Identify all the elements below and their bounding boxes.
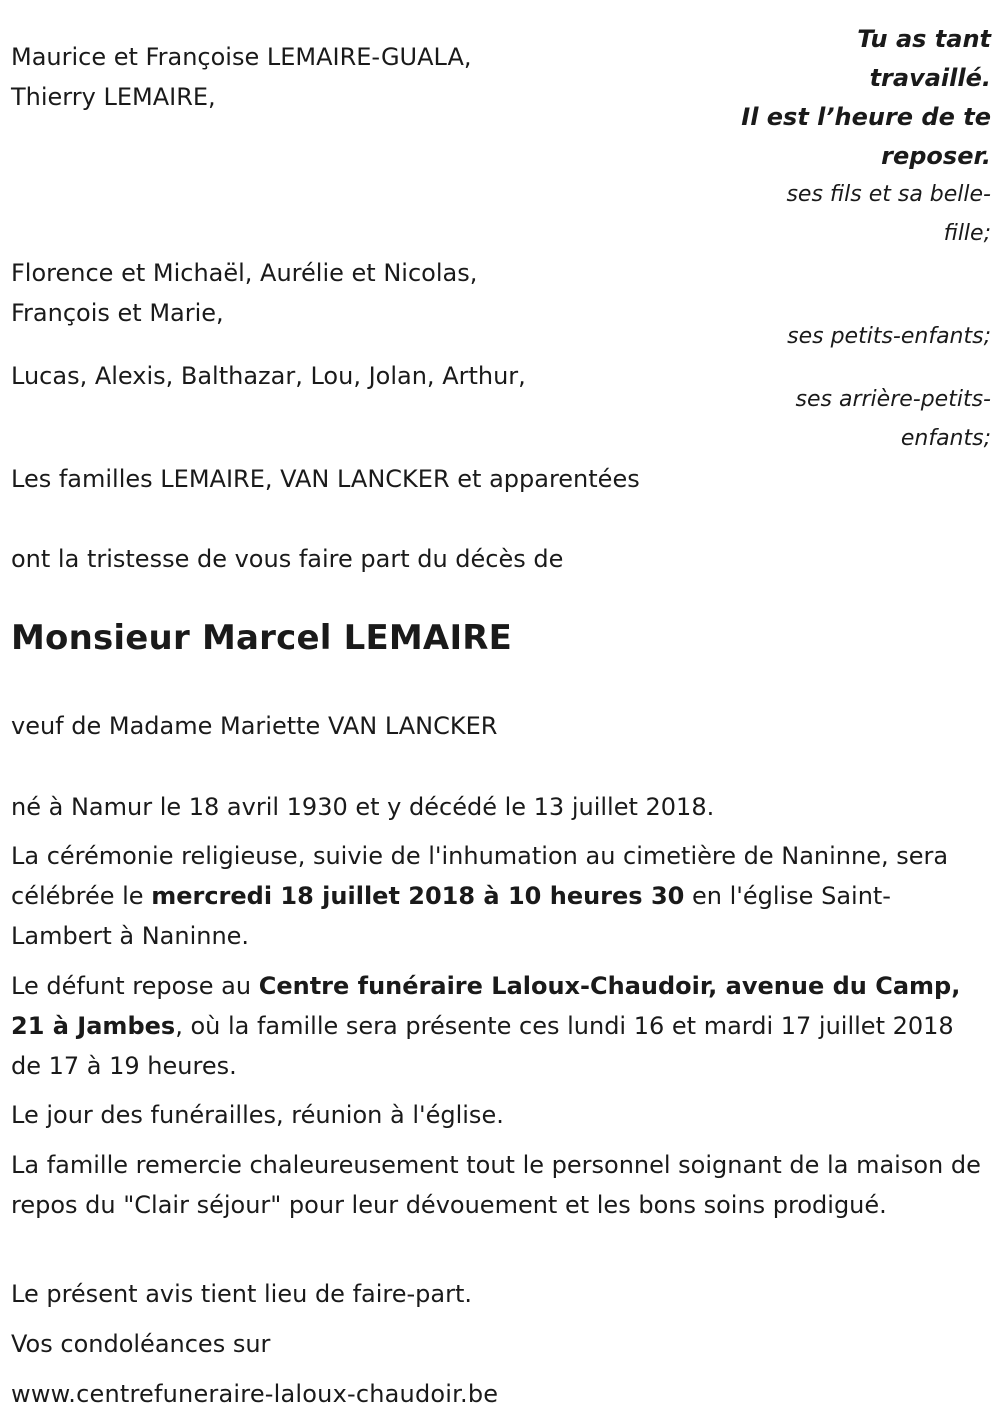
role-grandchildren: ses petits-enfants; bbox=[787, 324, 991, 349]
quote-line-3: Il est l’heure de te bbox=[741, 103, 991, 131]
role-sons-line-1: ses fils et sa belle- bbox=[786, 182, 991, 207]
sons-names bbox=[11, 37, 472, 117]
widower-of: veuf de Madame Mariette VAN LANCKER bbox=[11, 712, 498, 740]
great-grandchildren-names: Lucas, Alexis, Balthazar, Lou, Jolan, Arthur, bbox=[11, 362, 526, 390]
website-link[interactable]: www.centrefuneraire-laloux-chaudoir.be bbox=[11, 1380, 499, 1408]
funeral-day: Le jour des funérailles, réunion à l'église. bbox=[11, 1101, 504, 1129]
sons-line-2: Thierry LEMAIRE, bbox=[11, 83, 216, 111]
thanks-paragraph: La famille remercie chaleureusement tout le personnel soignant de la maison de repos du "Clair séjour" pour leur dévouement et les bons soins prodigué. bbox=[11, 1151, 981, 1219]
rest-text-before: Le défunt repose au bbox=[11, 972, 259, 1000]
condolences-label: Vos condoléances sur bbox=[11, 1330, 271, 1358]
deceased-name: Monsieur Marcel LEMAIRE bbox=[11, 618, 513, 658]
role-great-grandchildren bbox=[796, 380, 991, 458]
rest-paragraph bbox=[11, 966, 991, 1086]
grandchildren-line-1: Florence et Michaël, Aurélie et Nicolas, bbox=[11, 259, 478, 287]
ceremony-text-after: en l'église Saint-Lambert à Naninne. bbox=[11, 882, 891, 950]
grandchildren-line-2: François et Marie, bbox=[11, 299, 224, 327]
ceremony-datetime: mercredi 18 juillet 2018 à 10 heures 30 bbox=[151, 882, 685, 910]
announcement: ont la tristesse de vous faire part du décès de bbox=[11, 545, 564, 573]
rest-location: Centre funéraire Laloux-Chaudoir, avenue du Camp, 21 à Jambes bbox=[11, 972, 961, 1040]
ceremony-text-before: La cérémonie religieuse, suivie de l'inhumation au cimetière de Naninne, sera célébrée le bbox=[11, 842, 949, 910]
grandchildren-names bbox=[11, 253, 477, 333]
quote-line-4: reposer. bbox=[881, 142, 991, 170]
notice: Le présent avis tient lieu de faire-part. bbox=[11, 1280, 473, 1308]
role-great-grandchildren-line-1: ses arrière-petits- bbox=[795, 387, 991, 412]
ceremony-paragraph bbox=[11, 836, 991, 956]
birth-death: né à Namur le 18 avril 1930 et y décédé le 13 juillet 2018. bbox=[11, 793, 715, 821]
quote-line-2: travaillé. bbox=[869, 64, 991, 92]
role-sons bbox=[786, 175, 991, 253]
quote-line-1: Tu as tant bbox=[857, 25, 991, 53]
role-great-grandchildren-line-2: enfants; bbox=[900, 426, 991, 451]
rest-text-after: , où la famille sera présente ces lundi 16 et mardi 17 juillet 2018 de 17 à 19 heures. bbox=[11, 1012, 954, 1080]
sons-line-1: Maurice et Françoise LEMAIRE-GUALA, bbox=[11, 43, 472, 71]
role-sons-line-2: fille; bbox=[943, 221, 991, 246]
families-line: Les familles LEMAIRE, VAN LANCKER et apparentées bbox=[11, 465, 640, 493]
quote bbox=[741, 20, 991, 176]
